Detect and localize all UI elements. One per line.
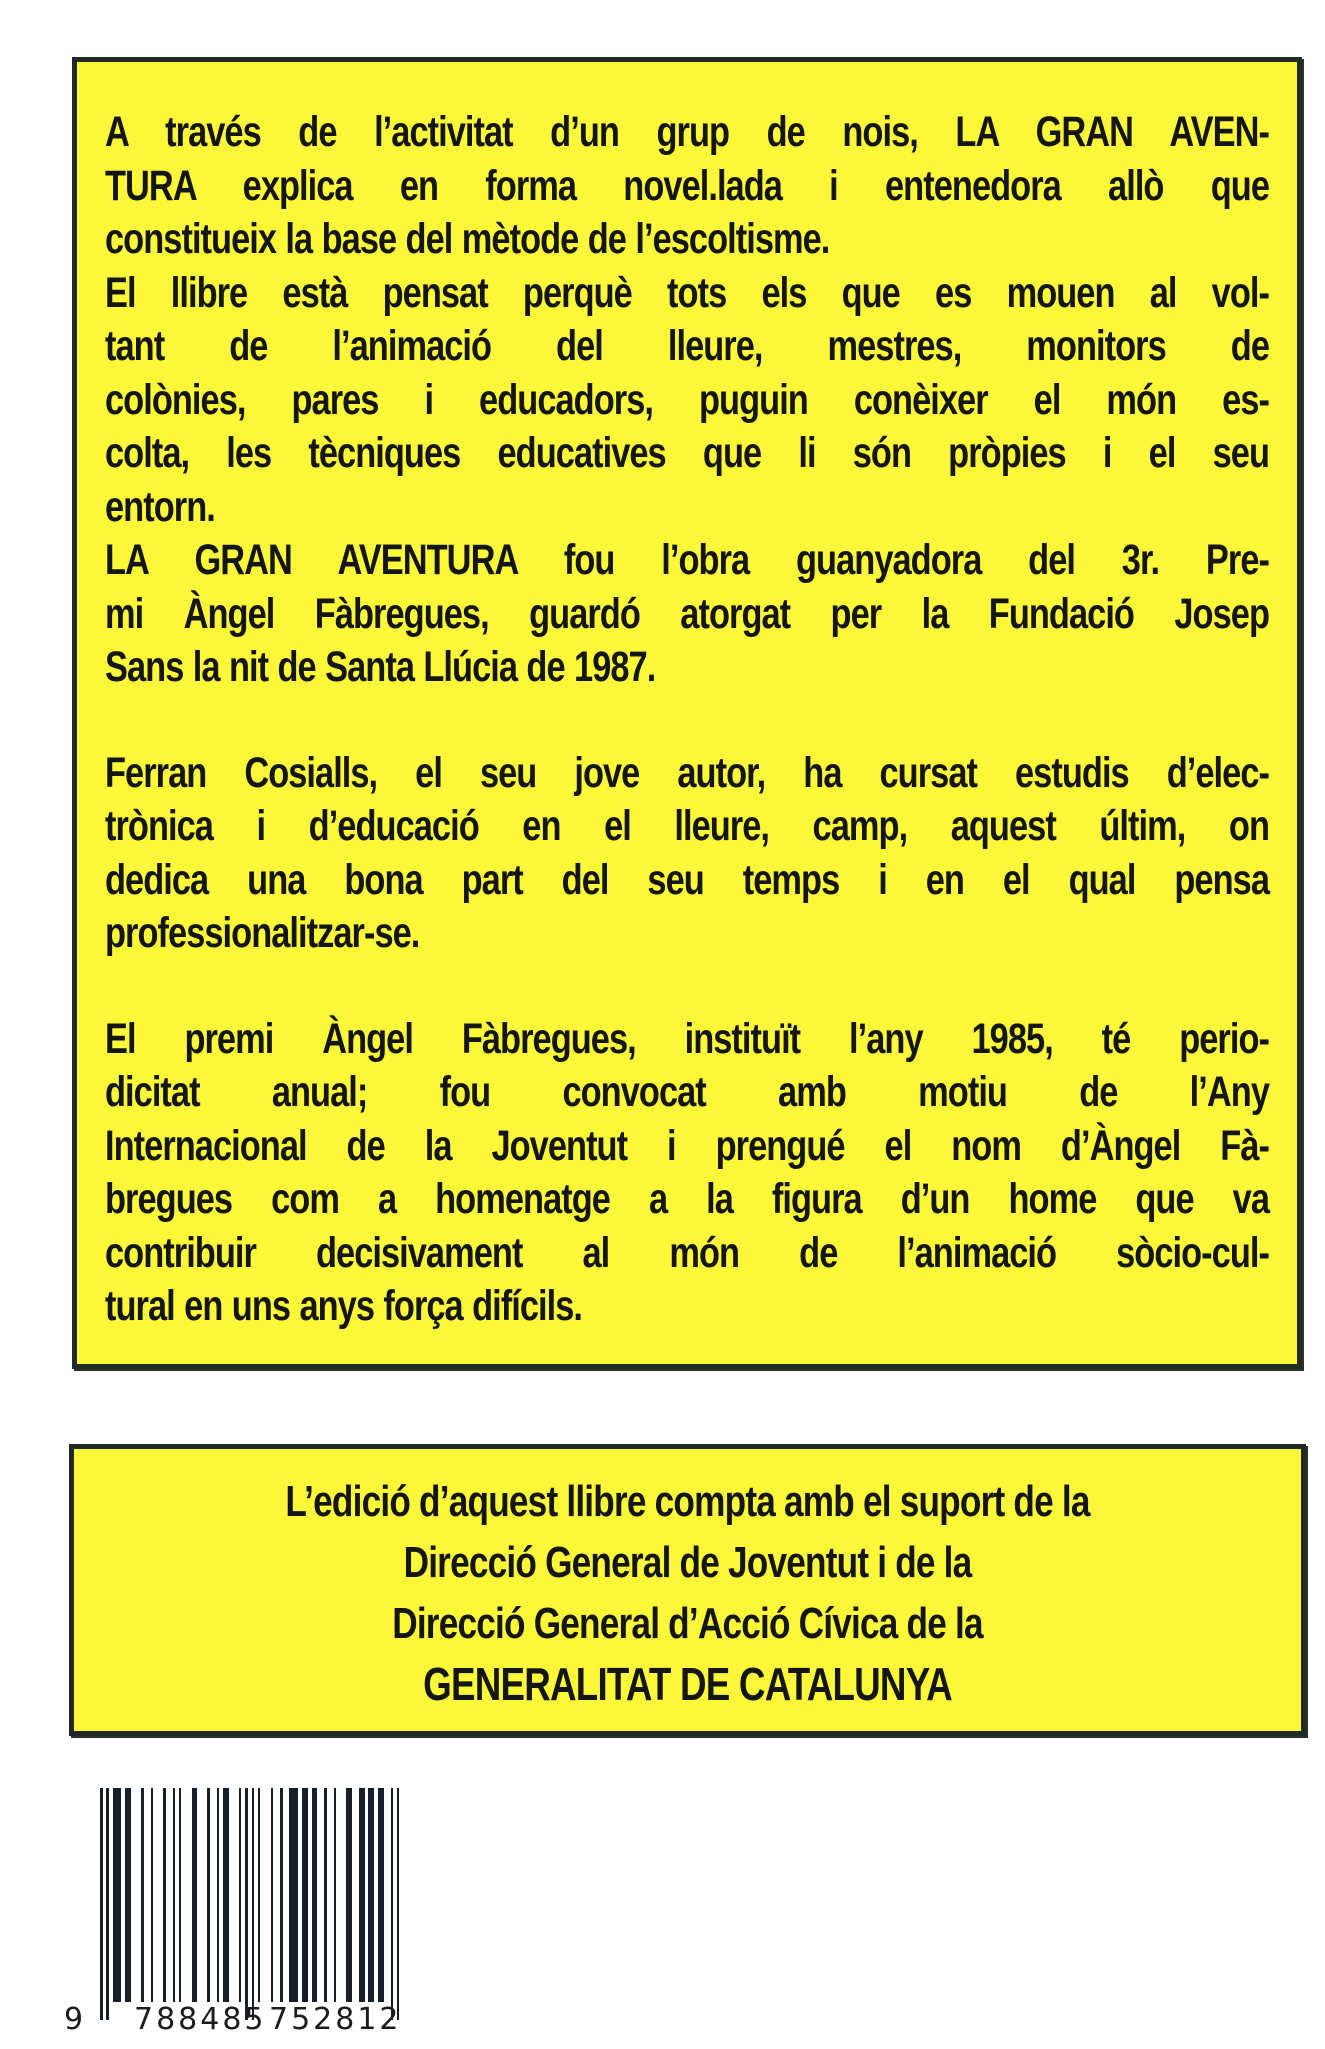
text-line: A través de l’activitat d’un grup de nois, LA GRAN AVEN- <box>105 108 1269 156</box>
text-line: mi Àngel Fàbregues, guardó atorgat per la Fundació Josep <box>105 589 1269 638</box>
barcode-bar <box>163 1788 166 2002</box>
barcode-bars <box>100 1788 400 2006</box>
barcode-bar <box>113 1788 122 2002</box>
text-line: TURA explica en forma novel.lada i entenedora allò que <box>105 161 1269 210</box>
barcode-bar <box>324 1788 327 2002</box>
barcode-bar <box>217 1788 220 2002</box>
barcode-bar <box>245 1788 248 2020</box>
sponsor-line: L’edició d’aquest llibre compta amb el suport de la <box>285 1477 1090 1526</box>
barcode-bar <box>141 1788 144 2002</box>
text-line: entorn. <box>105 482 215 531</box>
text-line: El premi Àngel Fàbregues, instituït l’any 1985, té perio- <box>105 1014 1269 1063</box>
award-paragraph <box>105 534 1269 695</box>
barcode-bar <box>397 1788 400 2020</box>
text-line: Internacional de la Joventut i prengué el nom d’Àngel Fà- <box>105 1121 1269 1170</box>
barcode-bar <box>106 1788 109 2020</box>
text-line: dedica una bona part del seu temps i en el qual pensa <box>105 855 1269 904</box>
sponsor-box <box>69 1444 1306 1736</box>
barcode-bar <box>151 1788 154 2002</box>
sponsor-line: Direcció General d’Acció Cívica de la <box>392 1599 983 1648</box>
audience-paragraph <box>105 267 1269 535</box>
author-paragraph <box>105 747 1269 961</box>
barcode-bar <box>302 1788 308 2002</box>
intro-paragraph <box>105 106 1269 267</box>
barcode-bar <box>239 1788 242 2002</box>
sponsor-line: Direcció General de Joventut i de la <box>403 1538 972 1587</box>
barcode-first-digit: 9 <box>64 2002 87 2037</box>
barcode-bar <box>252 1788 255 2020</box>
prize-history-paragraph <box>105 1013 1269 1334</box>
text-line: constitueix la base del mètode de l’escoltisme. <box>105 215 830 263</box>
isbn-barcode <box>64 1780 404 2040</box>
text-line: tant de l’animació del lleure, mestres, monitors de <box>105 322 1269 370</box>
barcode-bar <box>192 1788 198 2002</box>
description-box <box>72 57 1302 1369</box>
barcode-bar <box>289 1788 298 2002</box>
text-line: Ferran Cosialls, el seu jove autor, ha cursat estudis d’elec- <box>105 748 1269 797</box>
text-line: tural en uns anys força difícils. <box>105 1282 582 1330</box>
text-line: professionalitzar-se. <box>105 909 420 957</box>
text-line: dicitat anual; fou convocat amb motiu de l’Any <box>105 1068 1269 1116</box>
barcode-bar <box>378 1788 384 2002</box>
barcode-bar <box>359 1788 365 2002</box>
text-line: trònica i d’educació en el lleure, camp, aquest últim, on <box>105 802 1269 850</box>
text-line: El llibre està pensat perquè tots els que es mouen al vol- <box>105 268 1269 317</box>
barcode-bar <box>258 1788 261 2002</box>
text-line: Sans la nit de Santa Llúcia de 1987. <box>105 643 656 691</box>
paragraph-spacer <box>105 695 1269 747</box>
barcode-bar <box>100 1788 103 2020</box>
barcode-bar <box>280 1788 283 2002</box>
text-line: colta, les tècniques educatives que li són pròpies i el seu <box>105 429 1269 477</box>
barcode-left-digits: 788485 <box>134 2002 267 2037</box>
text-line: colònies, pares i educadors, puguin conèixer el món es- <box>105 375 1269 424</box>
barcode-bar <box>368 1788 374 2002</box>
barcode-bar <box>179 1788 182 2002</box>
text-line: LA GRAN AVENTURA fou l’obra guanyadora del 3r. Pre- <box>105 536 1269 584</box>
barcode-bar <box>271 1788 274 2002</box>
barcode-bar <box>391 1788 394 2020</box>
barcode-bar <box>207 1788 210 2002</box>
text-line: bregues com a homenatge a la figura d’un home que va <box>105 1175 1269 1223</box>
barcode-bar <box>173 1788 176 2002</box>
text-line: contribuir decisivament al món de l’animació sòcio-cul- <box>105 1228 1269 1277</box>
barcode-right-digits: 752812 <box>269 2002 402 2037</box>
barcode-bar <box>334 1788 337 2002</box>
paragraph-spacer <box>105 961 1269 1013</box>
barcode-bar <box>312 1788 318 2002</box>
barcode-bar <box>346 1788 352 2002</box>
barcode-bar <box>223 1788 229 2002</box>
barcode-bar <box>125 1788 131 2002</box>
sponsor-institution: GENERALITAT DE CATALUNYA <box>423 1658 952 1710</box>
